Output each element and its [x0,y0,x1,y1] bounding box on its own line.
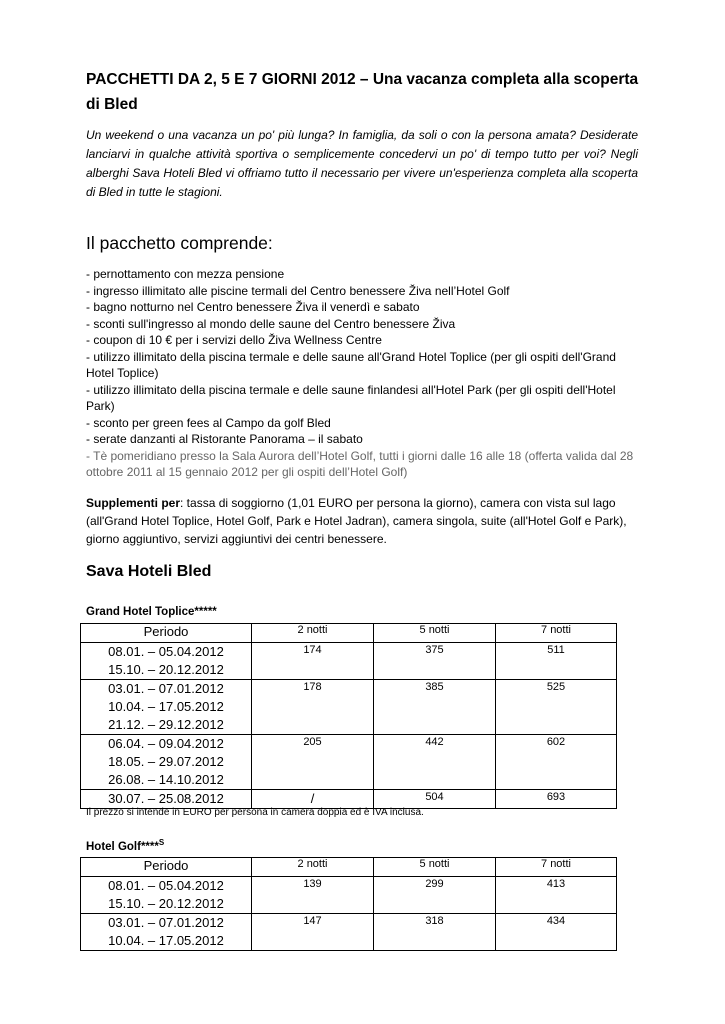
price-cell: 205 [252,735,374,790]
price-cell: 318 [374,914,496,951]
intro-paragraph: Un weekend o una vacanza un po' più lunga? In famiglia, da soli o con la persona amata? Desiderate lanciarvi in qualche attività sportiva o semplicemente concedervi un po' di tempo tutto per voi? Negli alberghi Sava Hoteli Bled vi offriamo tutto il necessario per vivere un'esperienza completa alla scoperta di Bled in tutte le stagioni. [86,128,638,199]
table-header-row [81,624,617,643]
period-cell [81,680,252,735]
package-item: - sconti sull'ingresso al mondo delle saune del Centro benessere Živa [86,316,456,331]
package-item: - utilizzo illimitato della piscina termale e delle saune all'Grand Hotel Toplice (per gli ospiti dell'Grand Hotel Toplice) [86,349,616,380]
period: 03.01. – 07.01.2012 [108,681,224,696]
table-header-row [81,858,617,877]
period: 26.08. – 14.10.2012 [108,772,224,787]
period: 18.05. – 29.07.2012 [108,754,224,769]
period: 10.04. – 17.05.2012 [108,933,224,948]
period-cell [81,914,252,951]
price-cell: 375 [374,643,496,680]
price-cell: 385 [374,680,496,735]
table-row [81,735,617,790]
column-header: 7 notti [496,624,617,643]
price-cell: 442 [374,735,496,790]
period: 08.01. – 05.04.2012 [108,878,224,893]
period-cell [81,643,252,680]
period: 15.10. – 20.12.2012 [108,896,224,911]
price-cell: 299 [374,877,496,914]
period: 21.12. – 29.12.2012 [108,717,224,732]
column-header: 5 notti [374,624,496,643]
price-cell: 511 [496,643,617,680]
column-header: Periodo [81,624,252,643]
supplements-text: : tassa di soggiorno (1,01 EURO per persona la giorno), camera con vista sul lago (all'Grand Hotel Toplice, Hotel Golf, Park e Hotel Jadran), camera singola, suite (all'Hotel Golf e Park), giorno aggiuntivo, servizi aggiuntivi dei centri benessere. [86,496,627,546]
package-extra: - Tè pomeridiano presso la Sala Aurora dell’Hotel Golf, tutti i giorni dalle 16 alle 18 (offerta valida dal 28 ottobre 2011 al 15 gennaio 2012 per gli ospiti dell’Hotel Golf) [86,448,634,479]
table-caption: Grand Hotel Toplice***** [86,606,217,618]
column-header: 2 notti [252,858,374,877]
price-cell: 434 [496,914,617,951]
package-item: - ingresso illimitato alle piscine termali del Centro benessere Živa nell’Hotel Golf [86,283,510,298]
price-table-hotel-golf [80,857,617,951]
column-header: 7 notti [496,858,617,877]
table-row [81,914,617,951]
price-cell: 147 [252,914,374,951]
period-cell [81,735,252,790]
period: 15.10. – 20.12.2012 [108,662,224,677]
table-caption [86,838,164,853]
table-caption-text: Hotel Golf**** [86,840,159,853]
supplements-paragraph [86,494,646,548]
price-cell: 139 [252,877,374,914]
table-row [81,680,617,735]
period: 03.01. – 07.01.2012 [108,915,224,930]
column-header: 5 notti [374,858,496,877]
package-heading: Il pacchetto comprende: [86,233,273,253]
table-row [81,790,617,809]
column-header: Periodo [81,858,252,877]
price-cell: 178 [252,680,374,735]
caption-superscript: S [158,838,165,847]
table-row [81,877,617,914]
package-item: - coupon di 10 € per i servizi dello Živa Wellness Centre [86,333,382,347]
package-item: - serate danzanti al Ristorante Panorama – il sabato [86,432,363,446]
price-cell: 413 [496,877,617,914]
document-title: PACCHETTI DA 2, 5 E 7 GIORNI 2012 – Una vacanza completa alla scoperta di Bled [86,71,639,113]
price-cell: 602 [496,735,617,790]
period-cell [81,790,252,809]
package-item: - bagno notturno nel Centro benessere Živa il venerdì e sabato [86,300,420,314]
package-item: - utilizzo illimitato della piscina termale e delle saune finlandesi all'Hotel Park (per gli ospiti dell'Hotel Park) [86,382,616,413]
supplements-label: Supplementi per [86,496,181,510]
section-heading: Sava Hoteli Bled [86,563,212,580]
price-note: Il prezzo si intende in EURO per persona in camera doppia ed è IVA inclusa. [86,807,424,818]
price-cell: / [252,790,374,809]
period: 06.04. – 09.04.2012 [108,736,224,751]
price-cell: 693 [496,790,617,809]
price-cell: 174 [252,643,374,680]
period: 10.04. – 17.05.2012 [108,699,224,714]
package-list [86,266,646,481]
package-item: - pernottamento con mezza pensione [86,267,285,281]
price-cell: 525 [496,680,617,735]
package-item: - sconto per green fees al Campo da golf Bled [86,415,331,430]
price-table-grand-hotel-toplice [80,623,617,809]
period: 08.01. – 05.04.2012 [108,644,224,659]
period: 30.07. – 25.08.2012 [108,791,224,806]
column-header: 2 notti [252,624,374,643]
table-row [81,643,617,680]
price-cell: 504 [374,790,496,809]
period-cell [81,877,252,914]
